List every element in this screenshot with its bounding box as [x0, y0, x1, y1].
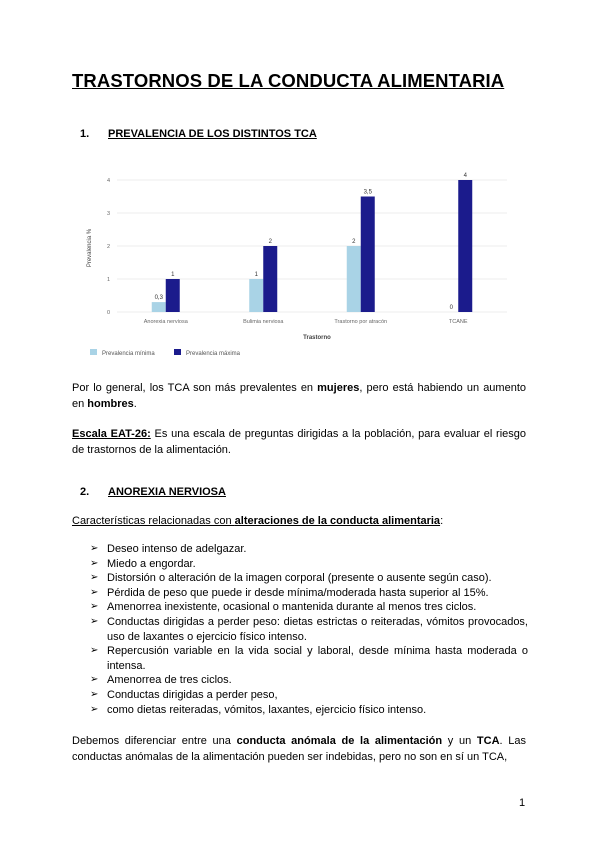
section-heading-prevalencia	[80, 128, 317, 140]
arrow-bullet-icon: ➢	[90, 688, 99, 700]
text-run: , pero está habiendo un aumento en	[72, 382, 526, 410]
data-label: 2	[268, 239, 272, 245]
data-label: 0,3	[154, 295, 163, 302]
bold-conducta-anomala: conducta anómala de la alimentación	[236, 735, 443, 747]
list-item	[90, 557, 528, 572]
arrow-bullet-icon: ➢	[90, 615, 99, 627]
text-run: :	[440, 515, 444, 527]
arrow-bullet-icon: ➢	[90, 586, 99, 598]
bar-max	[458, 180, 472, 312]
chart-y-ticks	[107, 178, 110, 316]
chart-x-ticks	[144, 319, 468, 325]
list-item	[90, 688, 528, 703]
y-tick-label: 0	[106, 310, 110, 316]
list-item-text: Conductas dirigidas a perder peso,	[107, 688, 278, 701]
legend-label: Prevalencia máxima	[186, 351, 241, 357]
bar-max	[361, 197, 375, 313]
prevalence-bar-chart	[72, 160, 532, 370]
data-label: 1	[171, 272, 175, 278]
list-item	[90, 571, 528, 586]
eat26-description: Es una escala de preguntas dirigidas a la población, para evaluar el riesgo de trastornos de la alimentación.	[72, 428, 526, 456]
data-label: 3,5	[363, 189, 372, 196]
bar-min	[347, 246, 361, 312]
data-label: 1	[254, 272, 258, 278]
list-item-text: como dietas reiteradas, vómitos, laxantes, ejercicio físico intenso.	[107, 703, 427, 716]
list-item-text: Repercusión variable en la vida social y laboral, desde mínima hasta moderada o intensa.	[107, 645, 528, 672]
y-tick-label: 2	[106, 244, 110, 250]
list-item-text: Conductas dirigidas a perder peso: dietas estrictas o reiteradas, vómitos provocados, uso de laxantes o ejercicio físico intenso.	[107, 615, 528, 643]
section-heading-anorexia	[80, 486, 226, 498]
bold-hombres: hombres	[87, 398, 134, 410]
y-tick-label: 4	[106, 178, 110, 184]
bar-max	[166, 279, 180, 312]
page-number: 1	[519, 797, 526, 809]
section-number: 1.	[80, 128, 90, 140]
legend-label: Prevalencia mínima	[102, 351, 155, 357]
x-tick-label: Anorexia nerviosa	[143, 319, 188, 325]
bold-run: alteraciones de la conducta alimentaria	[234, 515, 441, 527]
paragraph-prevalence-gender	[72, 380, 526, 412]
y-tick-label: 1	[106, 277, 110, 283]
list-item	[90, 673, 528, 688]
legend-swatch	[90, 349, 97, 355]
chart-data-labels	[155, 173, 468, 311]
bold-tca: TCA	[476, 735, 500, 747]
chart-legend	[90, 349, 241, 357]
list-item	[90, 542, 528, 557]
list-item-text: Amenorrea de tres ciclos.	[107, 674, 232, 687]
text-run: .	[133, 398, 137, 410]
eat26-label: Escala EAT-26:	[72, 428, 151, 440]
arrow-bullet-icon: ➢	[90, 557, 99, 569]
list-item-text: Amenorrea inexistente, ocasional o mantenida durante al menos tres ciclos.	[107, 601, 477, 614]
chart-x-axis-label: Trastorno	[303, 335, 331, 341]
section-title: PREVALENCIA DE LOS DISTINTOS TCA	[108, 128, 317, 140]
text-run: Por lo general, los TCA son más prevalentes en	[72, 382, 318, 394]
characteristics-list	[90, 542, 528, 717]
chart-y-axis-label: Prevalencia %	[87, 228, 93, 268]
text-run: y un	[442, 735, 477, 747]
paragraph-eat26	[72, 426, 526, 458]
list-item	[90, 644, 528, 673]
page-title: TRASTORNOS DE LA CONDUCTA ALIMENTARIA	[72, 70, 505, 91]
arrow-bullet-icon: ➢	[90, 572, 99, 584]
list-item	[90, 600, 528, 615]
x-tick-label: Trastorno por atracón	[334, 319, 388, 325]
list-item	[90, 703, 528, 718]
bold-mujeres: mujeres	[317, 382, 360, 394]
text-run: Debemos diferenciar entre una	[72, 735, 237, 747]
x-tick-label: TCANE	[448, 319, 468, 325]
section-number: 2.	[80, 486, 90, 498]
text-run: . Las conductas anómalas de la alimentación pueden ser indebidas, pero no son en sí un TCA,	[72, 735, 527, 763]
text-run: Características relacionadas con	[72, 515, 235, 527]
arrow-bullet-icon: ➢	[90, 543, 99, 554]
data-label: 2	[352, 239, 356, 245]
list-item	[90, 586, 528, 601]
legend-swatch	[174, 349, 181, 355]
list-item	[90, 615, 528, 644]
bar-min	[152, 302, 166, 312]
list-item-text: Distorsión o alteración de la imagen corporal (presente o ausente según caso).	[107, 572, 492, 585]
data-label: 4	[463, 173, 467, 179]
arrow-bullet-icon: ➢	[90, 601, 99, 613]
bar-min	[249, 279, 263, 312]
y-tick-label: 3	[106, 211, 110, 217]
characteristics-heading	[72, 515, 443, 527]
list-item-text: Miedo a engordar.	[107, 557, 196, 570]
arrow-bullet-icon: ➢	[90, 703, 99, 715]
data-label: 0	[449, 305, 453, 311]
arrow-bullet-icon: ➢	[90, 674, 99, 686]
x-tick-label: Bulimia nerviosa	[243, 319, 284, 325]
list-item-text: Deseo intenso de adelgazar.	[107, 543, 247, 555]
list-item-text: Pérdida de peso que puede ir desde mínima/moderada hasta superior al 15%.	[107, 586, 489, 599]
section-title: ANOREXIA NERVIOSA	[108, 486, 226, 498]
paragraph-conducta-anomala	[72, 733, 526, 765]
bar-max	[263, 246, 277, 312]
arrow-bullet-icon: ➢	[90, 645, 99, 657]
